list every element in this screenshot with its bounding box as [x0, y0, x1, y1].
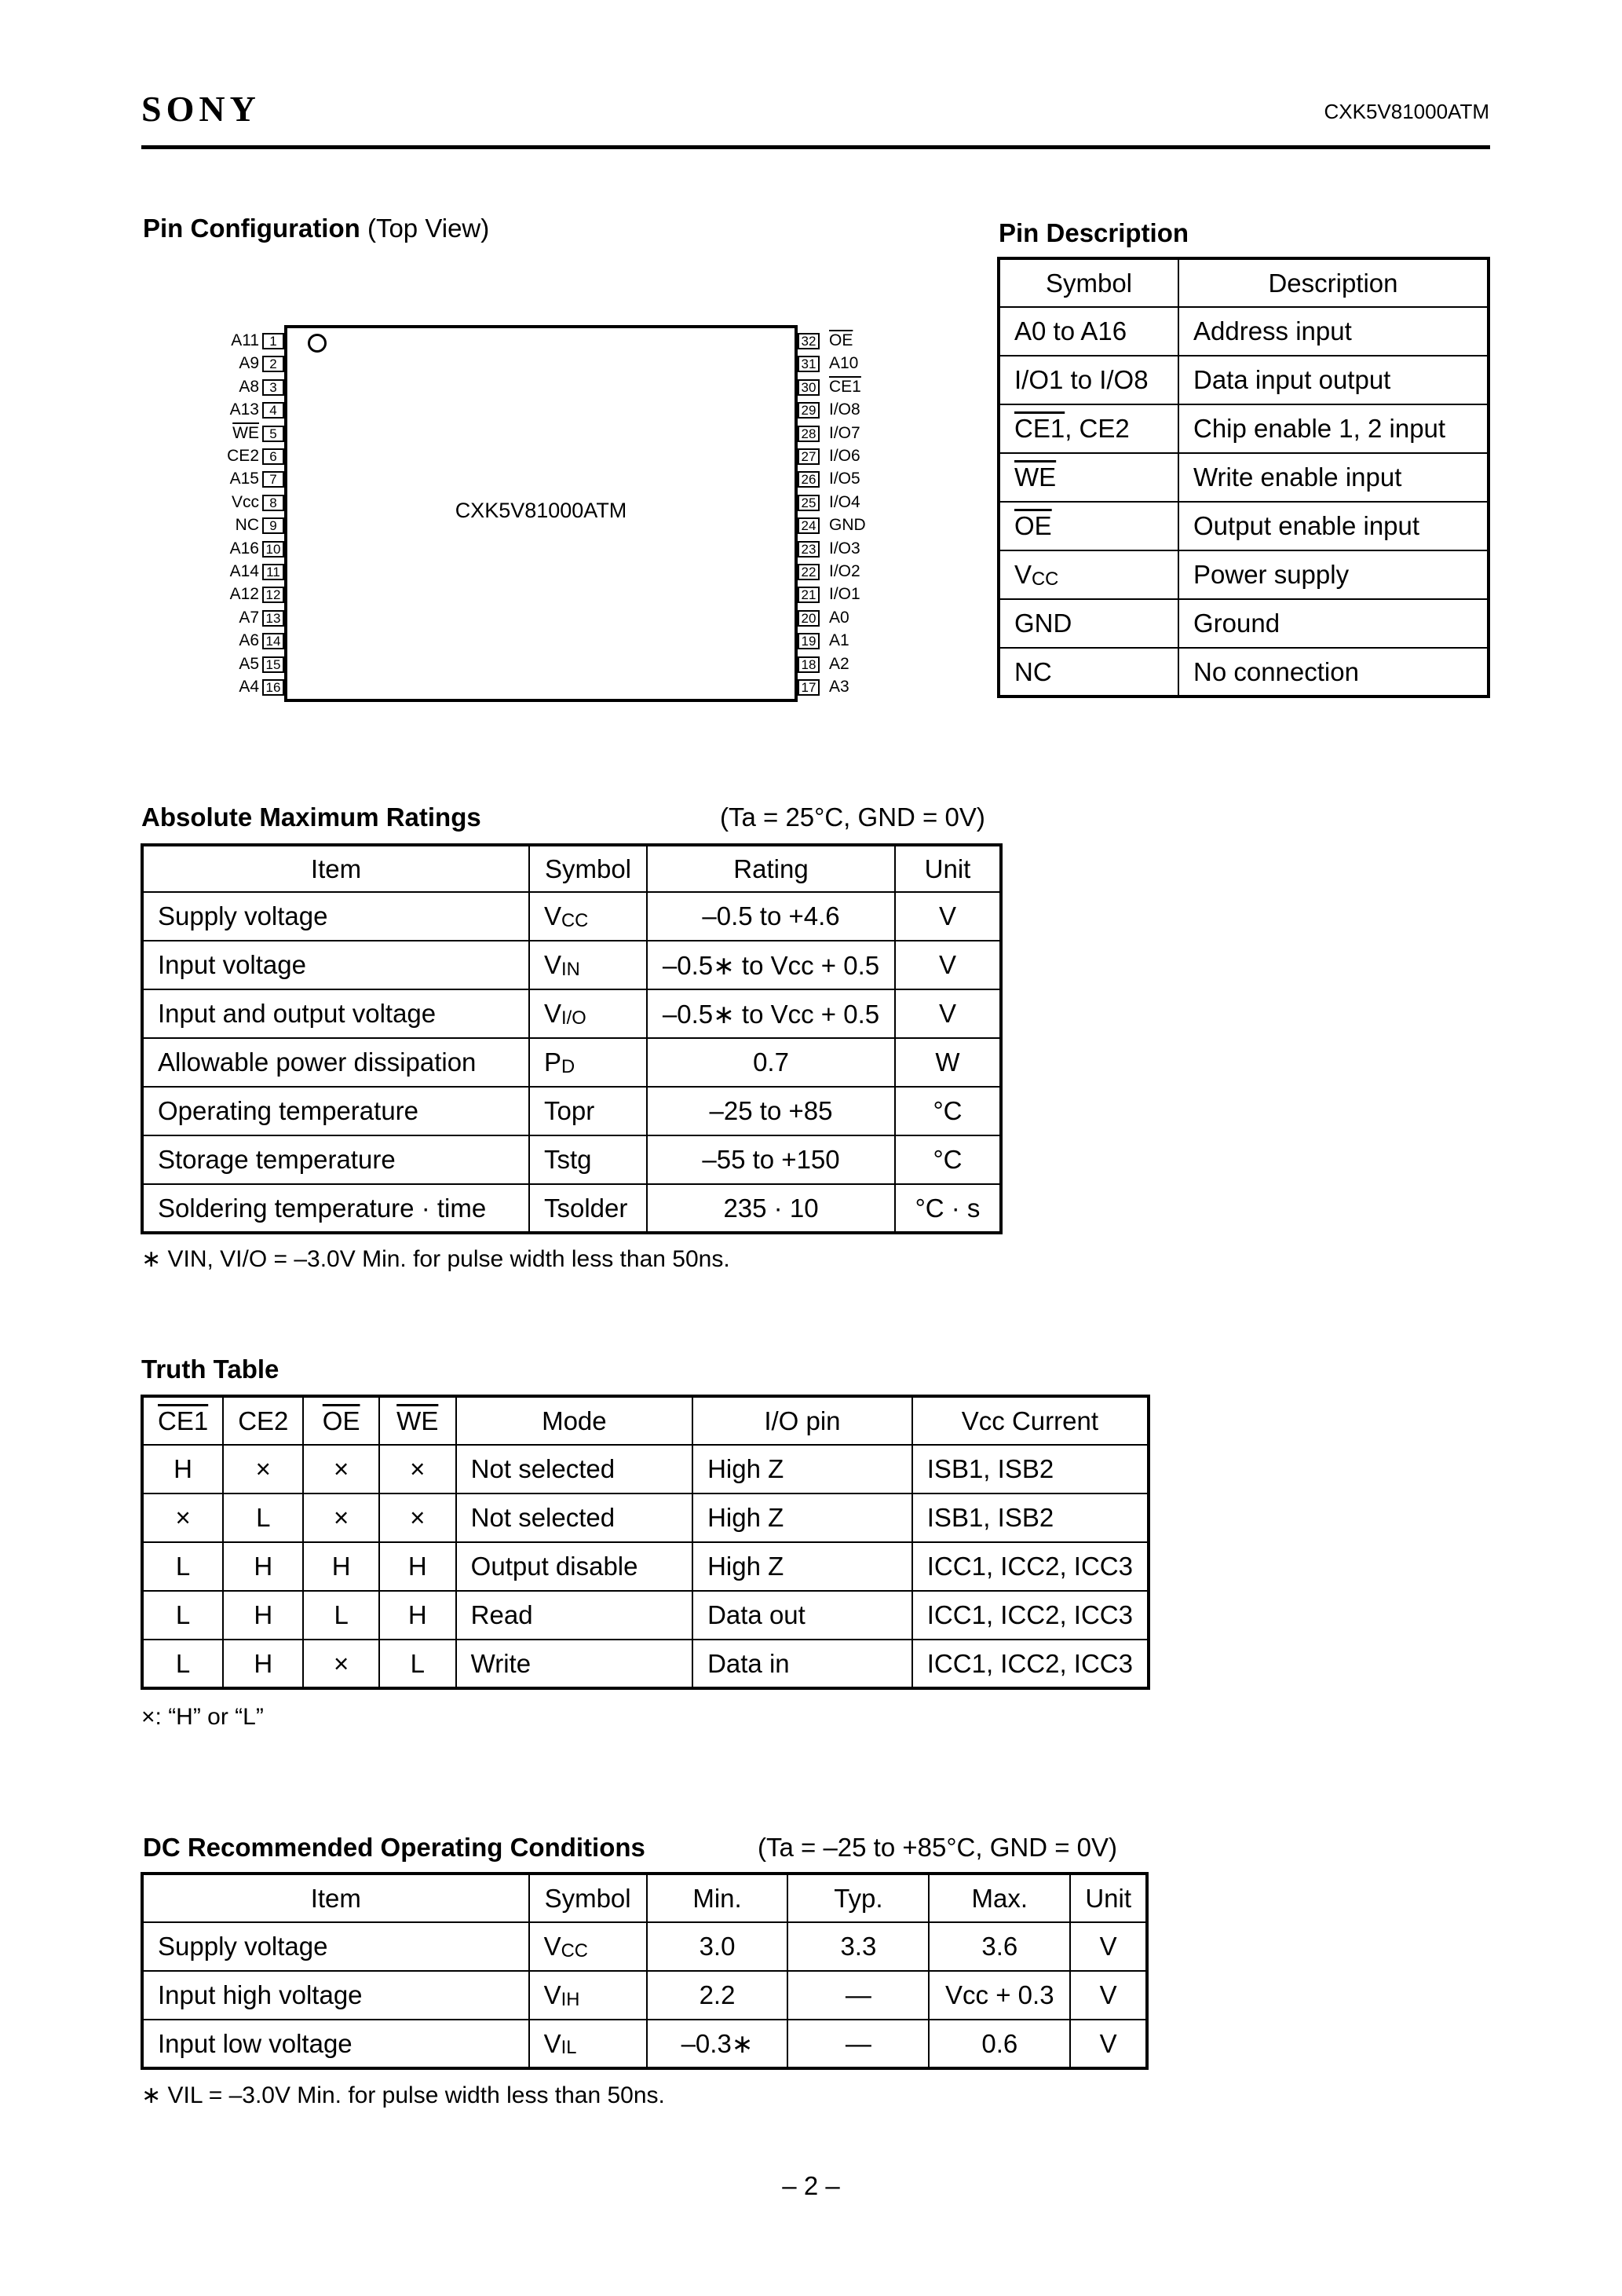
pin1-marker — [308, 334, 327, 353]
desc-cell: Chip enable 1, 2 input — [1178, 404, 1489, 453]
unit-cell: °C — [895, 1135, 1001, 1184]
truth-cell: L — [379, 1640, 456, 1688]
table-row — [142, 892, 1001, 941]
pin-name: A3 — [829, 678, 849, 696]
abs-max-condition: (Ta = 25°C, GND = 0V) — [720, 803, 985, 832]
page-number: – 2 – — [782, 2171, 840, 2200]
symbol-cell — [999, 502, 1178, 550]
item-cell: Input and output voltage — [142, 989, 529, 1038]
table-row — [999, 550, 1489, 599]
pin-number: 9 — [262, 517, 284, 534]
symbol-main: Topr — [544, 1096, 595, 1125]
rating-cell: –0.5∗ to Vcc + 0.5 — [647, 989, 895, 1038]
symbol-main: V — [544, 950, 562, 979]
truth-cell: L — [142, 1640, 223, 1688]
symbol-sub: I/O — [561, 1007, 586, 1029]
symbol-main: P — [544, 1047, 562, 1077]
truth-cell: × — [303, 1640, 378, 1688]
unit-cell: V — [895, 892, 1001, 941]
pin-number: 10 — [262, 541, 284, 558]
max-cell: 0.6 — [929, 2020, 1070, 2068]
truth-table-title: Truth Table — [141, 1355, 279, 1384]
truth-table — [141, 1395, 1150, 1690]
pin-number: 17 — [798, 679, 820, 696]
pin-number: 2 — [262, 356, 284, 372]
symbol-cell: I/O1 to I/O8 — [999, 356, 1178, 404]
table-row — [142, 1493, 1149, 1542]
pin-number: 21 — [798, 587, 820, 603]
item-cell: Supply voltage — [142, 1922, 529, 1971]
pin-number: 11 — [262, 564, 284, 580]
dc-rec-table — [141, 1872, 1149, 2070]
desc-cell: Ground — [1178, 599, 1489, 648]
col-header: Rating — [647, 845, 895, 892]
truth-cell: H — [223, 1591, 303, 1640]
symbol-cell — [529, 989, 647, 1038]
symbol-sub: IN — [561, 958, 580, 980]
col-header: Unit — [895, 845, 1001, 892]
symbol-sub: IH — [561, 1988, 580, 2010]
pin-name: CE2 — [227, 447, 259, 465]
pin-name: I/O3 — [829, 539, 860, 558]
unit-cell: W — [895, 1038, 1001, 1087]
col-header: Min. — [647, 1874, 788, 1922]
symbol-main: Tsolder — [544, 1193, 628, 1223]
table-row — [142, 1038, 1001, 1087]
truth-cell: H — [223, 1640, 303, 1688]
abs-max-note: ∗ VIN, VI/O = –3.0V Min. for pulse width less than 50ns. — [141, 1246, 730, 1272]
col-header: I/O pin — [692, 1396, 912, 1445]
truth-table-note: ×: “H” or “L” — [141, 1704, 264, 1730]
item-cell: Input low voltage — [142, 2020, 529, 2068]
symbol-cell — [999, 453, 1178, 502]
symbol-sub: CC — [1032, 568, 1059, 590]
table-row — [999, 648, 1489, 696]
pin-config-title: Pin Configuration (Top View) — [143, 214, 490, 243]
table-row — [999, 599, 1489, 648]
pin-name: A7 — [239, 608, 259, 627]
pin-name: A16 — [229, 539, 259, 558]
symbol-overline: $\overline{WE}$ — [1014, 462, 1057, 492]
col-header: CE2 — [223, 1396, 303, 1445]
symbol-overline: $\overline{OE}$ — [1014, 511, 1052, 540]
desc-cell: Address input — [1178, 307, 1489, 356]
pin-number: 16 — [262, 679, 284, 696]
truth-cell: L — [223, 1493, 303, 1542]
pin-name: A4 — [239, 678, 259, 696]
rating-cell: –0.5 to +4.6 — [647, 892, 895, 941]
table-row — [999, 307, 1489, 356]
symbol-sub: CC — [561, 909, 589, 931]
pin-name: GND — [829, 516, 866, 535]
rating-cell: 0.7 — [647, 1038, 895, 1087]
dc-rec-note: ∗ VIL = –3.0V Min. for pulse width less than 50ns. — [141, 2082, 665, 2108]
symbol-sub: IL — [561, 2037, 577, 2059]
truth-cell: × — [223, 1445, 303, 1493]
desc-cell: Output enable input — [1178, 502, 1489, 550]
pin-name: A15 — [229, 470, 259, 488]
pin-number: 8 — [262, 495, 284, 511]
truth-cell: × — [142, 1493, 223, 1542]
symbol-cell — [529, 1922, 647, 1971]
truth-cell: H — [142, 1445, 223, 1493]
pin-name: A11 — [231, 331, 259, 349]
unit-cell: V — [1070, 2020, 1147, 2068]
item-cell: Input voltage — [142, 941, 529, 989]
pin-number: 12 — [262, 587, 284, 603]
table-row — [999, 356, 1489, 404]
truth-cell: Read — [456, 1591, 692, 1640]
pin-name: CE1 — [829, 377, 861, 396]
desc-cell: Write enable input — [1178, 453, 1489, 502]
unit-cell: V — [895, 941, 1001, 989]
pin-name: I/O2 — [829, 562, 860, 580]
symbol-rest: , CE2 — [1065, 414, 1130, 443]
symbol-cell — [529, 892, 647, 941]
max-cell: 3.6 — [929, 1922, 1070, 1971]
truth-cell: H — [223, 1542, 303, 1591]
table-row — [142, 2020, 1147, 2068]
pin-name: I/O5 — [829, 470, 860, 488]
truth-cell: × — [379, 1445, 456, 1493]
table-row — [999, 453, 1489, 502]
pin-name: A13 — [229, 400, 259, 419]
unit-cell: °C — [895, 1087, 1001, 1135]
typ-cell: 3.3 — [787, 1922, 929, 1971]
pin-number: 26 — [798, 471, 820, 488]
pin-number: 1 — [262, 333, 284, 349]
truth-cell: Data in — [692, 1640, 912, 1688]
item-cell: Soldering temperature · time — [142, 1184, 529, 1233]
symbol-main: V — [544, 999, 562, 1028]
pin-number: 32 — [798, 333, 820, 349]
truth-cell: High Z — [692, 1445, 912, 1493]
symbol-main: V — [1014, 560, 1032, 589]
pin-name: A6 — [239, 631, 259, 650]
symbol-overline: CE1 — [1014, 414, 1065, 443]
col-header: Item — [142, 845, 529, 892]
col-header: Mode — [456, 1396, 692, 1445]
pin-number: 3 — [262, 379, 284, 396]
min-cell: 3.0 — [647, 1922, 788, 1971]
pin-number: 29 — [798, 402, 820, 419]
symbol-cell — [529, 941, 647, 989]
pin-number: 20 — [798, 610, 820, 627]
truth-cell: Not selected — [456, 1493, 692, 1542]
symbol-cell: NC — [999, 648, 1178, 696]
col-header: Vcc Current — [912, 1396, 1149, 1445]
table-row — [142, 1087, 1001, 1135]
pin-desc-table — [997, 257, 1490, 698]
symbol-cell — [529, 2020, 647, 2068]
symbol-main: V — [544, 901, 562, 930]
truth-cell: ISB1, ISB2 — [912, 1445, 1149, 1493]
symbol-cell — [529, 1971, 647, 2020]
col-header: Symbol — [999, 258, 1178, 307]
item-cell: Storage temperature — [142, 1135, 529, 1184]
truth-cell: ICC1, ICC2, ICC3 — [912, 1591, 1149, 1640]
pin-name: A8 — [239, 377, 259, 396]
dc-rec-condition: (Ta = –25 to +85°C, GND = 0V) — [758, 1833, 1118, 1862]
pin-number: 15 — [262, 656, 284, 673]
col-header: CE1 — [142, 1396, 223, 1445]
item-cell: Allowable power dissipation — [142, 1038, 529, 1087]
table-row — [142, 1971, 1147, 2020]
min-cell: 2.2 — [647, 1971, 788, 2020]
truth-cell: H — [379, 1591, 456, 1640]
pin-number: 18 — [798, 656, 820, 673]
truth-cell: L — [142, 1542, 223, 1591]
table-row — [999, 502, 1489, 550]
pin-name: A1 — [829, 631, 849, 650]
unit-cell: V — [895, 989, 1001, 1038]
pin-name: A14 — [229, 562, 259, 580]
pin-number: 25 — [798, 495, 820, 511]
truth-cell: Data out — [692, 1591, 912, 1640]
col-header: $\overline{WE}$ — [379, 1396, 456, 1445]
symbol-cell: A0 to A16 — [999, 307, 1178, 356]
pin-number: 22 — [798, 564, 820, 580]
symbol-cell — [529, 1135, 647, 1184]
symbol-cell — [529, 1038, 647, 1087]
pin-name: $\overline{WE}$ — [232, 423, 259, 442]
col-header: Description — [1178, 258, 1489, 307]
col-header: $\overline{OE}$ — [303, 1396, 378, 1445]
table-row — [142, 1135, 1001, 1184]
abs-max-table — [141, 843, 1003, 1234]
rating-cell: 235 · 10 — [647, 1184, 895, 1233]
desc-cell: No connection — [1178, 648, 1489, 696]
rating-cell: –0.5∗ to Vcc + 0.5 — [647, 941, 895, 989]
truth-cell: H — [303, 1542, 378, 1591]
item-cell: Input high voltage — [142, 1971, 529, 2020]
truth-cell: ICC1, ICC2, ICC3 — [912, 1640, 1149, 1688]
truth-cell: Output disable — [456, 1542, 692, 1591]
truth-cell: H — [379, 1542, 456, 1591]
truth-cell: Not selected — [456, 1445, 692, 1493]
typ-cell: — — [787, 2020, 929, 2068]
abs-max-title: Absolute Maximum Ratings — [141, 803, 481, 832]
min-cell: –0.3∗ — [647, 2020, 788, 2068]
pin-name: A12 — [229, 585, 259, 604]
truth-cell: ICC1, ICC2, ICC3 — [912, 1542, 1149, 1591]
symbol-cell — [999, 550, 1178, 599]
unit-cell: V — [1070, 1971, 1147, 2020]
desc-cell: Power supply — [1178, 550, 1489, 599]
unit-cell: V — [1070, 1922, 1147, 1971]
table-row — [142, 1591, 1149, 1640]
pin-desc-title: Pin Description — [999, 218, 1189, 247]
pin-name: NC — [235, 516, 259, 535]
col-header: Symbol — [529, 845, 647, 892]
pin-number: 28 — [798, 426, 820, 442]
table-row — [142, 989, 1001, 1038]
col-header: Typ. — [787, 1874, 929, 1922]
pin-number: 19 — [798, 633, 820, 649]
typ-cell: — — [787, 1971, 929, 2020]
item-cell: Operating temperature — [142, 1087, 529, 1135]
truth-cell: ISB1, ISB2 — [912, 1493, 1149, 1542]
pin-number: 7 — [262, 471, 284, 488]
desc-cell: Data input output — [1178, 356, 1489, 404]
pin-number: 23 — [798, 541, 820, 558]
table-row — [142, 1542, 1149, 1591]
truth-cell: High Z — [692, 1493, 912, 1542]
truth-cell: × — [303, 1445, 378, 1493]
col-header: Unit — [1070, 1874, 1147, 1922]
table-row — [999, 404, 1489, 453]
pin-name: $\overline{OE}$ — [829, 331, 853, 349]
item-cell: Supply voltage — [142, 892, 529, 941]
pin-number: 14 — [262, 633, 284, 649]
dc-rec-title: DC Recommended Operating Conditions — [143, 1833, 645, 1862]
truth-cell: L — [142, 1591, 223, 1640]
symbol-cell — [529, 1184, 647, 1233]
rating-cell: –25 to +85 — [647, 1087, 895, 1135]
truth-cell: × — [379, 1493, 456, 1542]
truth-cell: High Z — [692, 1542, 912, 1591]
truth-cell: Write — [456, 1640, 692, 1688]
pin-name: A5 — [239, 654, 259, 673]
col-header: Max. — [929, 1874, 1070, 1922]
symbol-main: V — [543, 1980, 561, 2009]
col-header: Item — [142, 1874, 529, 1922]
pin-number: 30 — [798, 379, 820, 396]
package-label: CXK5V81000ATM — [455, 499, 627, 522]
pin-name: A9 — [239, 354, 259, 373]
truth-cell: × — [303, 1493, 378, 1542]
pin-number: 31 — [798, 356, 820, 372]
pin-name: A2 — [829, 654, 849, 673]
pin-name: I/O7 — [829, 423, 860, 442]
pin-name: Vcc — [231, 492, 259, 511]
symbol-cell — [999, 404, 1178, 453]
symbol-cell — [529, 1087, 647, 1135]
truth-cell: L — [303, 1591, 378, 1640]
symbol-cell: GND — [999, 599, 1178, 648]
pin-name: I/O1 — [829, 585, 860, 604]
pin-number: 5 — [262, 426, 284, 442]
col-header: Symbol — [529, 1874, 647, 1922]
unit-cell: °C · s — [895, 1184, 1001, 1233]
pin-number: 4 — [262, 402, 284, 419]
symbol-main: Tstg — [544, 1145, 592, 1174]
pin-number: 13 — [262, 610, 284, 627]
pin-name: I/O4 — [829, 492, 860, 511]
table-row — [142, 941, 1001, 989]
symbol-main: V — [543, 2028, 561, 2058]
rating-cell: –55 to +150 — [647, 1135, 895, 1184]
symbol-main: V — [543, 1932, 561, 1961]
pin-number: 24 — [798, 517, 820, 534]
table-row — [142, 1445, 1149, 1493]
pin-name: I/O6 — [829, 447, 860, 465]
table-row — [142, 1922, 1147, 1971]
pin-name: I/O8 — [829, 400, 860, 419]
max-cell: Vcc + 0.3 — [929, 1971, 1070, 2020]
pin-name: A10 — [829, 354, 859, 373]
sony-logo: SONY — [141, 89, 261, 129]
table-row — [142, 1184, 1001, 1233]
doc-id: CXK5V81000ATM — [1324, 100, 1489, 123]
pin-name: A0 — [829, 608, 849, 627]
pin-number: 6 — [262, 448, 284, 465]
table-row — [142, 1640, 1149, 1688]
header-rule — [141, 145, 1490, 149]
symbol-sub: D — [561, 1055, 575, 1077]
pin-number: 27 — [798, 448, 820, 465]
symbol-sub: CC — [561, 1940, 588, 1961]
